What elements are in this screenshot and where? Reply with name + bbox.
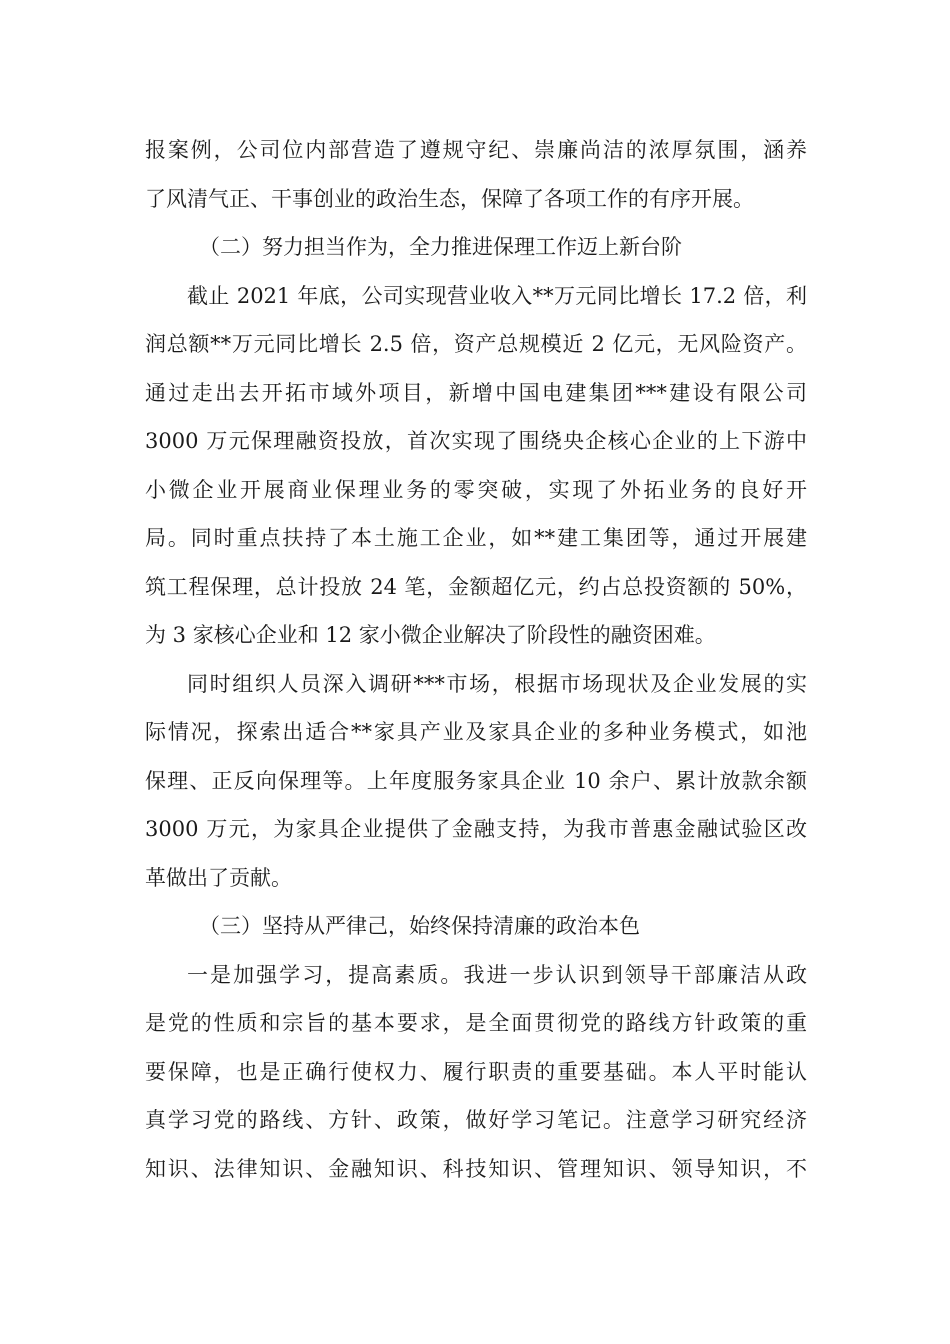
text-line: 筑工程保理，总计投放 24 笔，金额超亿元，约占总投资额的 50%，: [145, 574, 807, 599]
text-line: 截止 2021 年底，公司实现营业收入**万元同比增长 17.2 倍，利: [187, 283, 807, 308]
text-line: 为 3 家核心企业和 12 家小微企业解决了阶段性的融资困难。: [145, 623, 716, 647]
text-line: 3000 万元，为家具企业提供了金融支持，为我市普惠金融试验区改: [145, 817, 807, 841]
text-line: 报案例，公司位内部营造了遵规守纪、崇廉尚洁的浓厚氛围，涵养: [145, 138, 807, 162]
section-heading: （二）努力担当作为，全力推进保理工作迈上新台阶: [199, 235, 682, 259]
text-line: 际情况，探索出适合**家具产业及家具企业的多种业务模式，如池: [145, 720, 807, 744]
section-heading: （三）坚持从严律己，始终保持清廉的政治本色: [199, 914, 640, 938]
text-line: 是党的性质和宗旨的基本要求，是全面贯彻党的路线方针政策的重: [145, 1011, 807, 1035]
text-line: 革做出了贡献。: [145, 865, 292, 890]
text-line: 真学习党的路线、方针、政策，做好学习笔记。注意学习研究经济: [145, 1108, 807, 1132]
text-line: 3000 万元保理融资投放，首次实现了围绕央企核心企业的上下游中: [145, 429, 807, 453]
text-line: 小微企业开展商业保理业务的零突破，实现了外拓业务的良好开: [145, 477, 807, 502]
text-line: 保理、正反向保理等。上年度服务家具企业 10 余户、累计放款余额: [145, 768, 807, 793]
text-line: 通过走出去开拓市域外项目，新增中国电建集团***建设有限公司: [145, 380, 807, 405]
text-line: 要保障，也是正确行使权力、履行职责的重要基础。本人平时能认: [145, 1059, 807, 1084]
text-line: 知识、法律知识、金融知识、科技知识、管理知识、领导知识，不: [145, 1156, 807, 1181]
text-line: 了风清气正、干事创业的政治生态，保障了各项工作的有序开展。: [145, 186, 754, 211]
text-line: 润总额**万元同比增长 2.5 倍，资产总规模近 2 亿元，无风险资产。: [145, 332, 807, 356]
document-body: [145, 126, 807, 1193]
text-line: 一是加强学习，提高素质。我进一步认识到领导干部廉洁从政: [187, 962, 807, 987]
text-line: 局。同时重点扶持了本土施工企业，如**建工集团等，通过开展建: [145, 526, 807, 550]
text-line: 同时组织人员深入调研***市场，根据市场现状及企业发展的实: [187, 671, 807, 696]
